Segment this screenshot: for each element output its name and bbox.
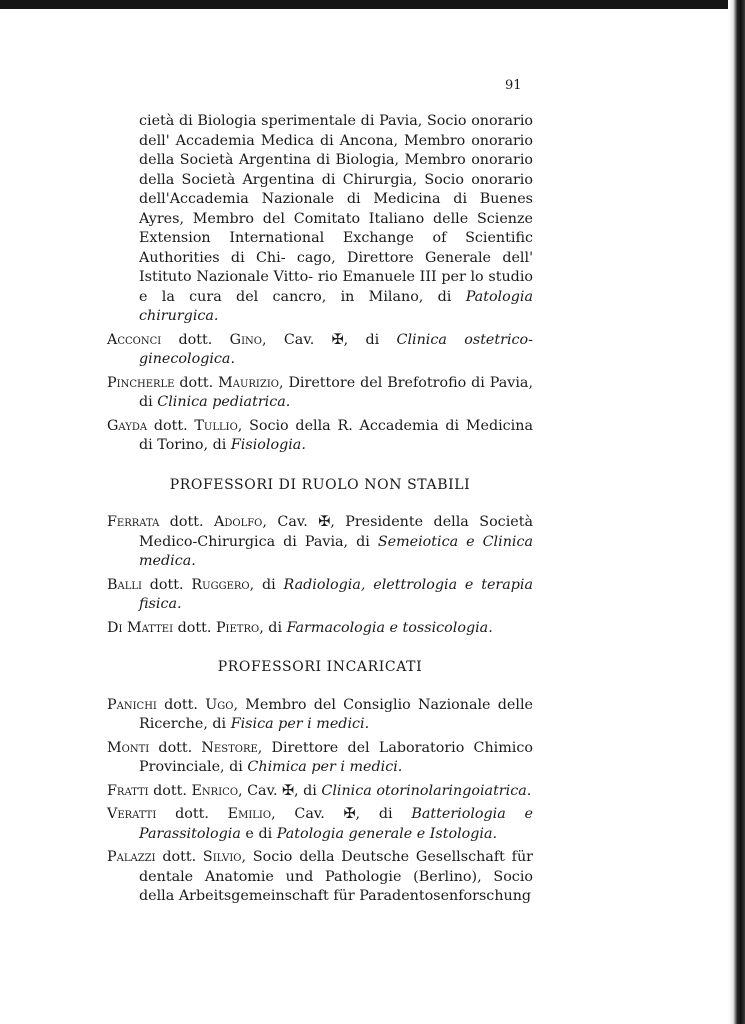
page-number: 91 — [505, 78, 522, 93]
section-heading-incaricati: PROFESSORI INCARICATI — [217, 659, 423, 675]
list-item: Di Mattei dott. Pietro, di Farmacologia e tossicologia. — [107, 619, 493, 636]
list-item: Pincherle dott. Maurizio, Direttore del Brefotrofio di Pavia, di Clinica pediatrica. — [107, 374, 533, 410]
entries-group-b — [107, 513, 533, 638]
entries-group-c — [107, 696, 533, 907]
entries-group-a — [107, 331, 533, 456]
list-item: Palazzi dott. Silvio, Socio della Deutsche Gesellschaft für dentale Anatomie und Pathologie (Berlino), Socio della Arbeitsgemeinschaft für Paradentosenforschung — [107, 849, 533, 904]
body-text — [107, 112, 533, 911]
list-item: Monti dott. Nestore, Direttore del Laboratorio Chimico Provinciale, di Chimica per i medici. — [107, 739, 533, 775]
list-item: Fratti dott. Enrico, Cav. ✠, di Clinica otorinolaringoiatrica. — [107, 782, 532, 799]
scan-binding-edge — [728, 0, 745, 1024]
section-heading-non-stabili: PROFESSORI DI RUOLO NON STABILI — [169, 476, 471, 493]
list-item: Balli dott. Ruggero, di Radiologia, elettrologia e terapia fisica. — [107, 576, 534, 612]
list-item: Acconci dott. Gino, Cav. ✠, di Clinica ostetrico-ginecologica. — [107, 331, 533, 367]
list-item: Veratti dott. Emilio, Cav. ✠, di Batteriologia e Parassitologia e di Patologia generale e Istologia. — [107, 806, 533, 842]
scan-top-edge — [0, 0, 745, 9]
list-item: Panichi dott. Ugo, Membro del Consiglio Nazionale delle Ricerche, di Fisica per i medici. — [107, 696, 533, 732]
list-item: Ferrata dott. Adolfo, Cav. ✠, Presidente della Società Medico-Chirurgica di Pavia, di Semeiotica e Clinica medica. — [107, 514, 534, 569]
continued-paragraph: cietà di Biologia sperimentale di Pavia, Socio onorario dell' Accademia Medica di Ancona, Membro onorario della Società Argentina di Biologia, Membro onorario della Società Argentina di Chirurgia, Socio onorario dell'Accademia Nazionale di Medicina di Buenes Ayres, Membro del Comitato Italiano delle Scienze Extension International Exchange of Scientific Authorities di Chi- cago, Direttore Generale dell' Istituto Nazionale Vitto- rio Emanuele III per lo studio e la cura del cancro, in Milano, di Patologia chirurgica. — [139, 113, 534, 324]
list-item: Gayda dott. Tullio, Socio della R. Accademia di Medicina di Torino, di Fisiologia. — [107, 417, 533, 453]
